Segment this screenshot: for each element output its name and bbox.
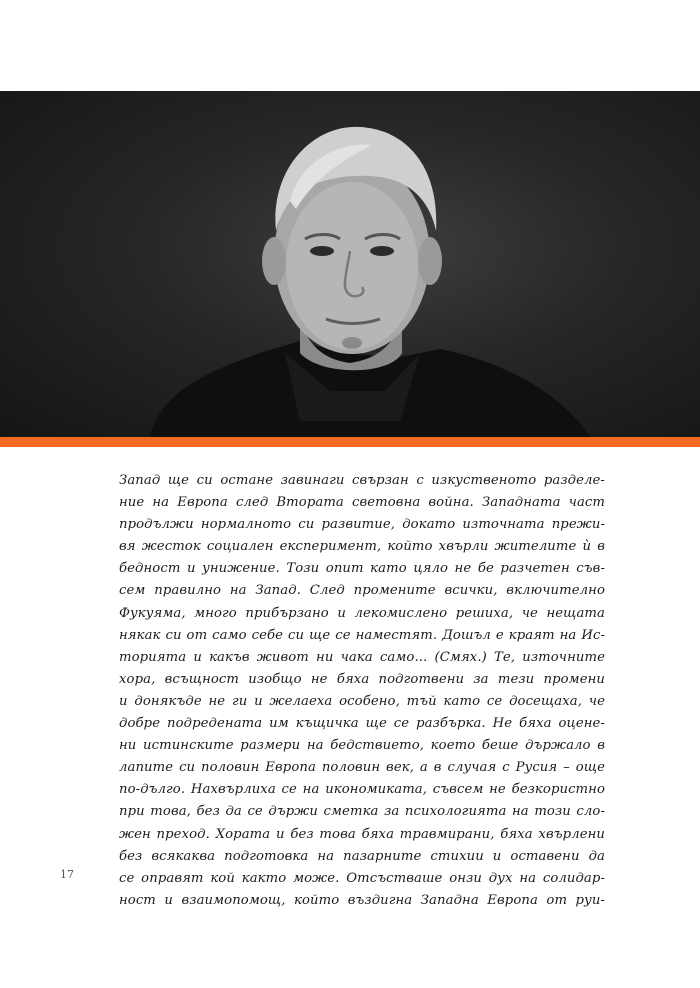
text-line: без всякаква подготовка на пазарните стихии и оставени да bbox=[119, 848, 605, 864]
text-line: се оправят кой както може. Отсъстваше онзи дух на солидар- bbox=[119, 870, 605, 886]
text-line: лапите си половин Европа половин век, а в случая с Русия – още bbox=[119, 760, 605, 776]
text-line: торията и какъв живот ни чака само... (Смях.) Те, източните bbox=[119, 649, 605, 665]
text-line: Фукуяма, много прибързано и лекомислено решиха, че нещата bbox=[119, 605, 605, 621]
portrait-photo bbox=[0, 91, 700, 437]
text-line: по-дълго. Нахвърлиха се на икономиката, съвсем не безкористно bbox=[119, 782, 605, 798]
text-line: добре подредената им къщичка ще се разбърка. Не бяха оцене- bbox=[119, 716, 605, 732]
accent-bar bbox=[0, 437, 700, 447]
text-line: бедност и унижение. Този опит като цяло не бе разчетен съв- bbox=[119, 561, 605, 577]
text-line: и донякъде не ги и желаеха особено, тъй като се досещаха, че bbox=[119, 693, 605, 709]
text-line: някак си от само себе си ще се наместят. Дошъл е краят на Ис- bbox=[119, 627, 605, 643]
text-line: продължи нормалното си развитие, докато източната прежи- bbox=[119, 517, 605, 533]
text-line: Запад ще си остане завинаги свързан с изкуственото разделе- bbox=[119, 473, 605, 488]
text-line: вя жесток социален експеримент, който хвърли жителите ѝ в bbox=[119, 539, 605, 555]
body-text bbox=[119, 470, 605, 912]
portrait-icon bbox=[0, 91, 700, 437]
text-line: сем правилно на Запад. След промените всички, включително bbox=[119, 583, 605, 599]
text-line: жен преход. Хората и без това бяха травмирани, бяха хвърлени bbox=[119, 826, 605, 842]
text-line: ни истинските размери на бедствието, което беше държало в bbox=[119, 738, 605, 754]
text-line: ние на Европа след Втората световна война. Западната част bbox=[119, 495, 605, 511]
text-line: ност и взаимопомощ, който въздигна Западна Европа от руи- bbox=[119, 892, 605, 908]
text-line: при това, без да се държи сметка за психологията на този сло- bbox=[119, 804, 605, 820]
text-line: хора, всъщност изобщо не бяха подготвени за тези промени bbox=[119, 671, 605, 687]
page-number: 17 bbox=[60, 868, 74, 881]
